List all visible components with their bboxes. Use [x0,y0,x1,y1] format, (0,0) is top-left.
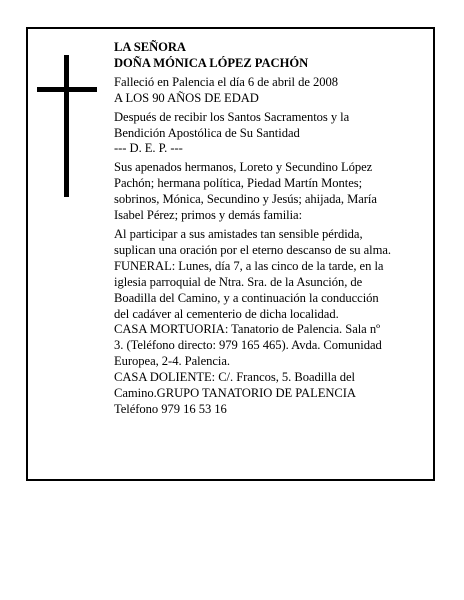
request-line-2: suplican una oración por el eterno descanso de su alma. [114,242,392,257]
mourning-house-line-3: Teléfono 979 16 53 16 [114,401,227,416]
title-line-1: LA SEÑORA [114,40,186,54]
cross-vertical-bar [64,55,69,197]
sacraments-line-2: Bendición Apostólica de Su Santidad [114,125,300,140]
family-line-2: Pachón; hermana política, Piedad Martín Montes; [114,176,363,191]
sacraments-line-1: Después de recibir los Santos Sacramentos y la [114,109,350,124]
family-line-3: sobrinos, Mónica, Secundino y Jesús; ahijada, María [114,192,377,207]
mourning-house-line-1: CASA DOLIENTE: C/. Francos, 5. Boadilla del [114,370,355,385]
age-statement: A LOS 90 AÑOS DE EDAD [114,90,259,105]
obituary-text [114,40,434,418]
mortuary-line-2: 3. (Teléfono directo: 979 165 465). Avda. Comunidad [114,338,382,353]
cross-horizontal-bar [37,87,97,92]
funeral-line-4: del cadáver al cementerio de dicha localidad. [114,306,339,321]
funeral-line-3: Boadilla del Camino, y a continuación la conducción [114,290,379,305]
mortuary-line-1: CASA MORTUORIA: Tanatorio de Palencia. Sala nº [114,322,380,337]
request-line-1: Al participar a sus amistades tan sensible pérdida, [114,226,363,241]
mourning-house-line-2: Camino.GRUPO TANATORIO DE PALENCIA [114,386,356,401]
family-line-1: Sus apenados hermanos, Loreto y Secundino López [114,160,373,175]
family-line-4: Isabel Pérez; primos y demás familia: [114,208,303,223]
death-statement: Falleció en Palencia el día 6 de abril de 2008 [114,74,338,89]
funeral-line-1: FUNERAL: Lunes, día 7, a las cinco de la tarde, en la [114,258,384,273]
rip-line: --- D. E. P. --- [114,141,183,156]
mortuary-line-3: Europea, 2-4. Palencia. [114,354,230,369]
funeral-line-2: iglesia parroquial de Ntra. Sra. de la Asunción, de [114,274,363,289]
deceased-name: DOÑA MÓNICA LÓPEZ PACHÓN [114,55,309,70]
